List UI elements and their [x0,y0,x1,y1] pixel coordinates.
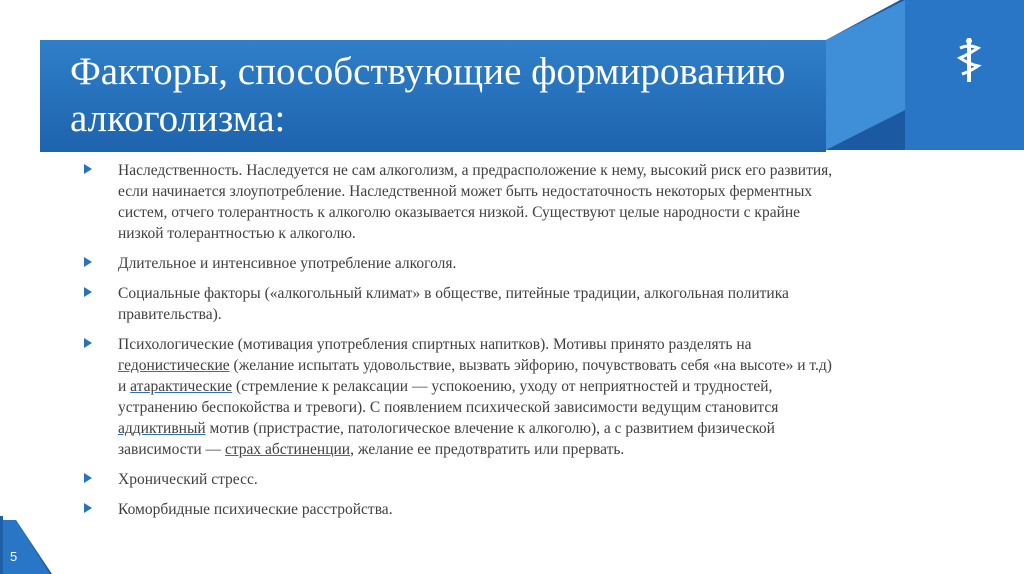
bullet-arrow-icon [84,164,92,174]
list-item [84,499,834,520]
list-item [84,469,834,490]
addictive-term: аддиктивный [118,420,206,437]
bullet-text-part: (стремление к релаксации — успокоению, уходу от неприятностей и трудностей, устранению беспокойства и тревоги). С появлением психической зависимости ведущим становится [118,378,779,416]
bullet-text-part: (желание испытать удовольствие, вызвать эйфорию, почувствовать себя «на высоте» и т.д) и [118,357,832,395]
list-item [84,160,834,244]
accent-line [0,516,3,574]
bullet-text-part: , желание ее предотвратить или прервать. [350,441,625,458]
caduceus-icon [954,38,984,82]
bullet-list [84,160,834,529]
hedonistic-term: гедонистические [118,357,230,374]
ataractic-term: атарактические [130,378,233,395]
bullet-arrow-icon [84,503,92,513]
bullet-text-part: Психологические (мотивация употребления спиртных напитков). Мотивы принято разделять на [118,336,752,353]
bullet-arrow-icon [84,257,92,267]
page-number: 5 [10,549,18,564]
bullet-text: Коморбидные психические расстройства. [118,501,393,518]
bullet-text: Длительное и интенсивное употребление алкоголя. [118,255,457,272]
list-item [84,253,834,274]
abstinence-fear-term: страх абстиненции [224,441,351,458]
bullet-arrow-icon [84,287,92,297]
bullet-arrow-icon [84,338,92,348]
bullet-text: Социальные факторы («алкогольный климат» в обществе, питейные традиции, алкогольная политика правительства). [118,285,789,323]
slide-title: Факторы, способствующие формированию алкоголизма: [70,50,786,140]
bullet-arrow-icon [84,473,92,483]
bullet-text-part: мотив (пристрастие, патологическое влечение к алкоголю), а с развитием физической зависимости — [118,420,775,458]
bullet-text: Хронический стресс. [118,471,258,488]
list-item [84,283,834,325]
bullet-text: Наследственность. Наследуется не сам алкоголизм, а предрасположение к нему, высокий риск его развития, если начинается злоупотребление. Наследственной может быть недостаточность некоторых ферментных систем, отчего толерантность к алкоголю оказывается низкой. Существуют целые народности с крайне низкой толерантностью к алкоголю. [118,162,833,242]
list-item [84,334,834,460]
